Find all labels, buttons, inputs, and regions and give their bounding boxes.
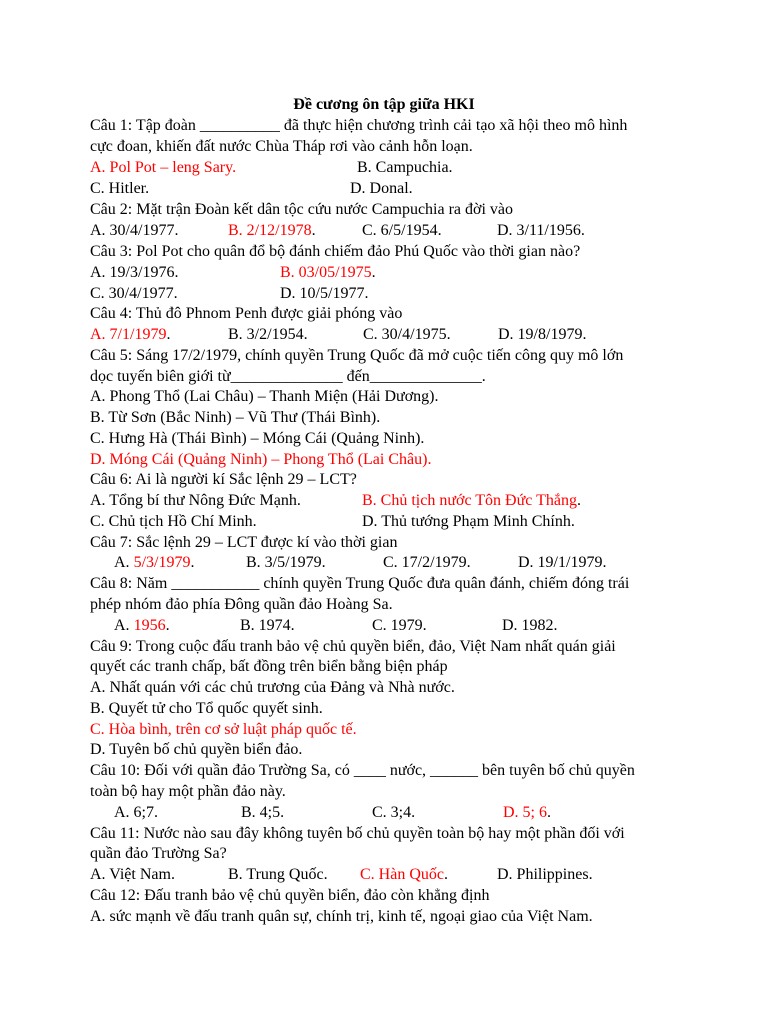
q6-options-row1 xyxy=(90,490,690,511)
q8-option-a-period: . xyxy=(165,617,170,634)
q7-option-a-wrap xyxy=(114,552,194,573)
q8-option-d: D. 1982. xyxy=(502,617,558,634)
q9-option-a: A. Nhất quán với các chủ trương của Đảng và Nhà nước. xyxy=(90,679,455,696)
q5-stem-line1: Câu 5: Sáng 17/2/1979, chính quyền Trung Quốc đã mở cuộc tiến công quy mô lớn xyxy=(90,347,624,364)
q12-option-a: A. sức mạnh về đấu tranh quân sự, chính trị, kinh tế, ngoại giao của Việt Nam. xyxy=(90,908,593,925)
q4-stem: Câu 4: Thủ đô Phnom Penh được giải phóng vào xyxy=(90,305,403,322)
q4-options xyxy=(90,324,690,345)
q10-option-d-wrap xyxy=(503,802,551,823)
q3-option-c: C. 30/4/1977. xyxy=(90,285,178,302)
q2-option-a: A. 30/4/1977. xyxy=(90,222,179,239)
q7-option-a-prefix: A. xyxy=(114,554,134,571)
q4-option-a-wrap xyxy=(90,324,170,345)
q6-option-b-period: . xyxy=(576,492,581,509)
q4-option-d: D. 19/8/1979. xyxy=(498,326,587,343)
q7-option-a: 5/3/1979 xyxy=(133,554,191,571)
q8-option-a: 1956 xyxy=(133,617,166,634)
q11-options xyxy=(90,864,690,885)
q1-options-row1 xyxy=(90,157,690,178)
q9-option-b: B. Quyết tử cho Tổ quốc quyết sinh. xyxy=(90,700,323,717)
q1-option-c: C. Hitler. xyxy=(90,180,150,197)
q8-option-a-prefix: A. xyxy=(114,617,134,634)
q10-option-d: D. 5; 6 xyxy=(503,804,547,821)
q7-option-c: C. 17/2/1979. xyxy=(383,554,471,571)
q1-option-d: D. Donal. xyxy=(350,180,413,197)
q5-option-b: B. Từ Sơn (Bắc Ninh) – Vũ Thư (Thái Bình). xyxy=(90,409,381,426)
q7-stem: Câu 7: Sắc lệnh 29 – LCT được kí vào thời gian xyxy=(90,534,398,551)
q5-stem-line2: dọc tuyến biên giới từ______________ đến______________. xyxy=(90,368,486,385)
q11-stem-line1: Câu 11: Nước nào sau đây không tuyên bố chủ quyền toàn bộ hay một phần đối với xyxy=(90,825,625,842)
q10-option-d-period: . xyxy=(547,804,551,821)
q6-option-d: D. Thủ tướng Phạm Minh Chính. xyxy=(362,513,575,530)
q3-option-a: A. 19/3/1976. xyxy=(90,264,179,281)
q2-option-d: D. 3/11/1956. xyxy=(497,222,585,239)
q9-option-c: C. Hòa bình, trên cơ sở luật pháp quốc tế. xyxy=(90,721,357,738)
q4-option-c: C. 30/4/1975. xyxy=(363,326,451,343)
q4-option-a: A. 7/1/1979 xyxy=(90,326,167,343)
q2-stem: Câu 2: Mặt trận Đoàn kết dân tộc cứu nước Campuchia ra đời vào xyxy=(90,201,514,218)
q10-option-a: A. 6;7. xyxy=(114,804,158,821)
q6-option-b: B. Chủ tịch nước Tôn Đức Thắng xyxy=(362,492,577,509)
q5-option-c: C. Hưng Hà (Thái Bình) – Móng Cái (Quảng Ninh). xyxy=(90,430,425,447)
q1-option-b: B. Campuchia. xyxy=(357,159,453,176)
q3-options-row2 xyxy=(90,283,690,304)
q3-options-row1 xyxy=(90,262,690,283)
q3-option-b-wrap xyxy=(280,262,376,283)
q8-stem-line2: phép nhóm đảo phía Đông quần đảo Hoàng Sa. xyxy=(90,596,393,613)
q11-option-c-wrap xyxy=(360,864,448,885)
q8-stem-line1: Câu 8: Năm ___________ chính quyền Trung Quốc đưa quân đánh, chiếm đóng trái xyxy=(90,575,630,592)
q11-option-c-period: . xyxy=(443,866,448,883)
q10-option-b: B. 4;5. xyxy=(241,804,285,821)
q3-stem: Câu 3: Pol Pot cho quân đổ bộ đánh chiếm đảo Phú Quốc vào thời gian nào? xyxy=(90,243,581,260)
q1-options-row2 xyxy=(90,178,690,199)
q1-stem-line1: Câu 1: Tập đoàn __________ đã thực hiện chương trình cải tạo xã hội theo mô hình xyxy=(90,117,628,134)
q11-option-b: B. Trung Quốc. xyxy=(228,866,328,883)
q1-stem-line2: cực đoan, khiến đất nước Chùa Tháp rơi vào cảnh hỗn loạn. xyxy=(90,138,473,155)
q9-stem-line1: Câu 9: Trong cuộc đấu tranh bảo vệ chủ quyền biển, đảo, Việt Nam nhất quán giải xyxy=(90,638,616,655)
q3-option-d: D. 10/5/1977. xyxy=(280,285,369,302)
q5-option-d: D. Móng Cái (Quảng Ninh) – Phong Thổ (Lai Châu). xyxy=(90,451,432,468)
q8-option-c: C. 1979. xyxy=(372,617,427,634)
q8-option-a-wrap xyxy=(114,615,170,636)
q2-option-b-period: . xyxy=(311,222,316,239)
q8-option-b: B. 1974. xyxy=(240,617,295,634)
q2-options xyxy=(90,220,690,241)
q10-option-c: C. 3;4. xyxy=(372,804,416,821)
q10-stem-line2: toàn bộ hay một phần đảo này. xyxy=(90,783,286,800)
q9-option-d: D. Tuyên bố chủ quyền biển đảo. xyxy=(90,741,303,758)
q6-stem: Câu 6: Ai là người kí Sắc lệnh 29 – LCT? xyxy=(90,471,357,488)
q11-option-a: A. Việt Nam. xyxy=(90,866,175,883)
q5-option-a: A. Phong Thổ (Lai Châu) – Thanh Miện (Hải Dương). xyxy=(90,388,439,405)
q2-option-b: B. 2/12/1978 xyxy=(228,222,312,239)
q10-options xyxy=(90,802,690,823)
q6-option-a: A. Tổng bí thư Nông Đức Mạnh. xyxy=(90,492,301,509)
q9-stem-line2: quyết các tranh chấp, bất đồng trên biển bằng biện pháp xyxy=(90,658,448,675)
q7-option-d: D. 19/1/1979. xyxy=(518,554,607,571)
q1-option-a: A. Pol Pot – leng Sary. xyxy=(90,159,237,176)
q3-option-b: B. 03/05/1975 xyxy=(280,264,372,281)
q4-option-a-period: . xyxy=(166,326,171,343)
q6-options-row2 xyxy=(90,511,690,532)
q2-option-c: C. 6/5/1954. xyxy=(362,222,442,239)
q7-option-a-period: . xyxy=(190,554,195,571)
q6-option-c: C. Chủ tịch Hồ Chí Minh. xyxy=(90,513,257,530)
q11-stem-line2: quần đảo Trường Sa? xyxy=(90,845,227,862)
q4-option-b: B. 3/2/1954. xyxy=(228,326,308,343)
document-title: Đề cương ôn tập giữa HKI xyxy=(293,96,475,113)
q7-options xyxy=(90,552,690,573)
q7-option-b: B. 3/5/1979. xyxy=(246,554,326,571)
q12-stem: Câu 12: Đấu tranh bảo vệ chủ quyền biển, đảo còn khẳng định xyxy=(90,887,490,904)
q11-option-d: D. Philippines. xyxy=(497,866,593,883)
q8-options xyxy=(90,615,690,636)
q10-stem-line1: Câu 10: Đối với quần đảo Trường Sa, có ____ nước, ______ bên tuyên bố chủ quyền xyxy=(90,762,635,779)
q6-option-b-wrap xyxy=(362,490,581,511)
q11-option-c: C. Hàn Quốc xyxy=(360,866,444,883)
q3-option-b-period: . xyxy=(371,264,376,281)
q2-option-b-wrap xyxy=(228,220,316,241)
